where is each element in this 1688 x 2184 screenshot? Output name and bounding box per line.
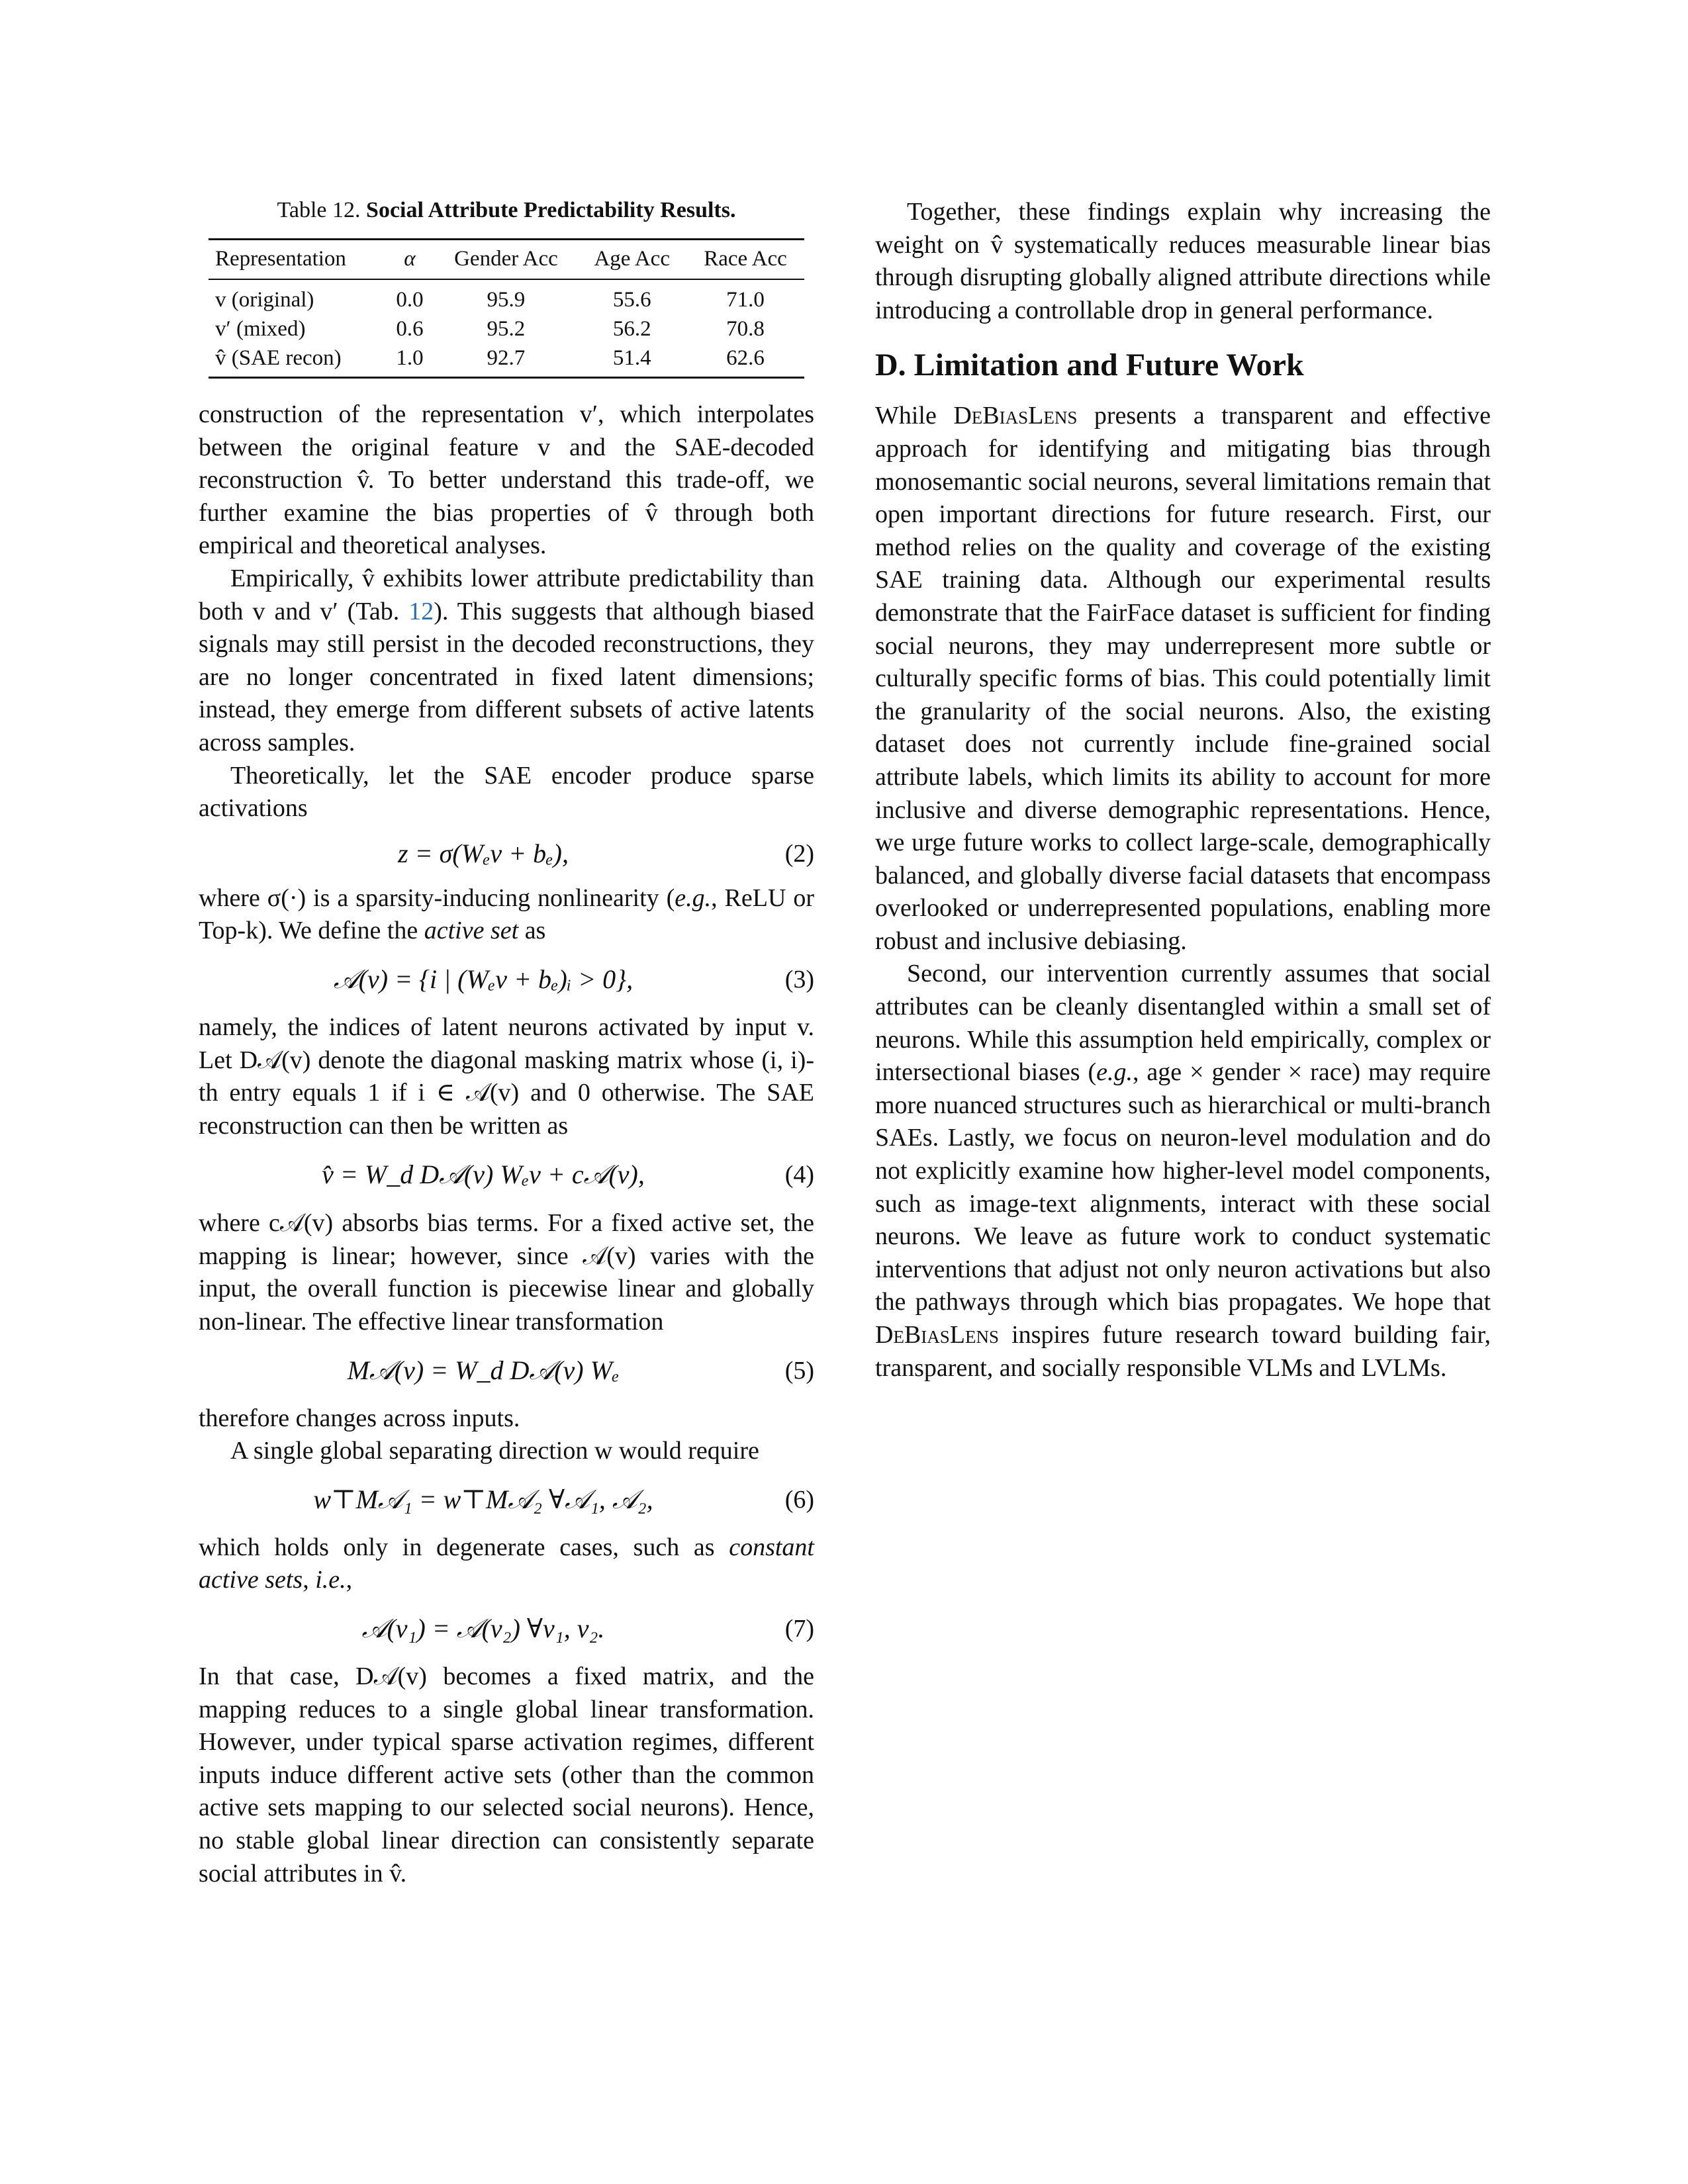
table-caption: Table 12. Social Attribute Predictability Results. <box>277 198 736 222</box>
equation-7: 𝒜(v₁) = 𝒜(v₂) ∀v₁, v₂. (7) <box>199 1597 814 1661</box>
paragraph: Second, our intervention currently assumes that social attributes can be cleanly disentangled within a small set of neurons. While this assumption held empirically, complex or intersectional biases (e.g., age × gender × race) may require more nuanced structures such as hierarchical or multi-branch SAEs. Lastly, we focus on neuron-level modulation and do not explicitly examine how higher-level model components, such as image-text alignments, interact with these social neurons. We leave as future work to conduct systematic interventions that adjust not only neuron activations but also the pathways through which bias propagates. We hope that DeBiasLens inspires future research toward building fair, transparent, and socially responsible VLMs and LVLMs. <box>875 960 1491 1382</box>
equation-4: v̂ = W_d D𝒜(v) Wₑv + c𝒜(v), (4) <box>199 1142 814 1207</box>
table-row <box>209 343 804 378</box>
left-column <box>199 196 814 1890</box>
method-name: DeBiasLens <box>875 1321 1000 1349</box>
method-name: DeBiasLens <box>953 402 1078 430</box>
cell: 62.6 <box>686 343 804 378</box>
header-gender-acc: Gender Acc <box>434 240 577 280</box>
cell: 70.8 <box>726 317 765 341</box>
paragraph: Theoretically, let the SAE encoder produce sparse activations <box>199 761 814 823</box>
table-reference-link[interactable]: 12 <box>408 597 434 625</box>
equation-number: (3) <box>784 965 814 993</box>
cell: 1.0 <box>385 343 435 378</box>
cell: 55.6 <box>612 288 651 312</box>
cell: 0.6 <box>396 317 424 341</box>
cell: v (original) <box>215 288 314 312</box>
paragraph: therefore changes across inputs. <box>199 1404 520 1432</box>
cell: 71.0 <box>726 288 765 312</box>
paragraph: A single global separating direction w would require <box>230 1437 759 1465</box>
equation-3: 𝒜(v) = {i | (Wₑv + bₑ)ᵢ > 0}, (3) <box>199 948 814 1011</box>
equation-2: z = σ(Wₑv + bₑ), (2) <box>199 825 814 882</box>
table-row <box>209 279 804 314</box>
cell: v′ (mixed) <box>215 317 306 341</box>
header-age-acc: Age Acc <box>577 240 686 280</box>
section-heading: D. Limitation and Future Work <box>875 347 1304 383</box>
paragraph: Empirically, v̂ exhibits lower attribute predictability than both v and v′ (Tab. 12). This suggests that although biased signals may still persist in the decoded reconstructions, they are no longer concentrated in fixed latent dimensions; instead, they emerge from different subsets of active latents across samples. <box>199 564 814 756</box>
results-table <box>209 238 804 379</box>
cell: v̂ (SAE recon) <box>209 343 385 378</box>
table-header-row <box>209 240 804 280</box>
cell: 56.2 <box>612 317 651 341</box>
paragraph: construction of the representation v′, which interpolates between the original feature v and the SAE-decoded reconstruction v̂. To better understand this trade-off, we further examine the bias properties of v̂ through both empirical and theoretical analyses. <box>199 400 814 560</box>
equation-number: (5) <box>784 1356 814 1385</box>
table-row <box>209 314 804 343</box>
paragraph: where σ(·) is a sparsity-inducing nonlinearity (e.g., ReLU or Top-k). We define the active set as <box>199 884 815 945</box>
header-race-acc: Race Acc <box>686 240 804 280</box>
paragraph: where c𝒜(v) absorbs bias terms. For a fixed active set, the mapping is linear; however, since 𝒜(v) varies with the input, the overall function is piecewise linear and globally non-linear. The effective linear transformation <box>199 1209 814 1336</box>
equation-5: M𝒜(v) = W_d D𝒜(v) Wₑ (5) <box>199 1339 814 1402</box>
header-alpha: α <box>385 240 435 280</box>
header-representation: Representation <box>209 240 385 280</box>
equation-6: w⊤M𝒜₁ = w⊤M𝒜₂ ∀𝒜₁, 𝒜₂, (6) <box>199 1468 814 1531</box>
cell: 51.4 <box>577 343 686 378</box>
equation-number: (7) <box>784 1615 814 1643</box>
equation-number: (2) <box>784 839 814 868</box>
cell: 95.2 <box>487 317 526 341</box>
paragraph: While DeBiasLens presents a transparent and effective approach for identifying and mitigating bias through monosemantic social neurons, several limitations remain that open important directions for future research. First, our method relies on the quality and coverage of the existing SAE training data. Although our experimental results demonstrate that the FairFace dataset is sufficient for finding social neurons, they may underrepresent more subtle or culturally specific forms of bias. This could potentially limit the granularity of the social neurons. Also, the existing dataset does not currently include fine-grained social attribute labels, which limits its ability to account for more inclusive and diverse demographic representations. Hence, we urge future works to collect large-scale, demographically balanced, and globally diverse facial datasets that encompass overlooked or underrepresented populations, enabling more robust and inclusive debiasing. <box>875 402 1491 955</box>
paragraph: namely, the indices of latent neurons activated by input v. Let D𝒜(v) denote the diagonal masking matrix whose (i, i)-th entry equals 1 if i ∈ 𝒜(v) and 0 otherwise. The SAE reconstruction can then be written as <box>199 1013 814 1140</box>
paragraph: which holds only in degenerate cases, such as constant active sets, i.e., <box>199 1533 814 1594</box>
paragraph: In that case, D𝒜(v) becomes a fixed matrix, and the mapping reduces to a single global linear transformation. However, under typical sparse activation regimes, different inputs induce different active sets (other than the common active sets mapping to our selected social neurons). Hence, no stable global linear direction can consistently separate social attributes in v̂. <box>199 1662 814 1888</box>
equation-number: (6) <box>784 1485 814 1514</box>
paragraph: Together, these findings explain why increasing the weight on v̂ systematically reduces measurable linear bias through disrupting globally aligned attribute directions while introducing a controllable drop in general performance. <box>875 198 1491 324</box>
table-caption-title: Social Attribute Predictability Results. <box>366 198 736 222</box>
cell: 92.7 <box>434 343 577 378</box>
cell: 95.9 <box>487 288 526 312</box>
equation-number: (4) <box>784 1161 814 1189</box>
cell: 0.0 <box>396 288 424 312</box>
right-column <box>875 196 1491 1385</box>
